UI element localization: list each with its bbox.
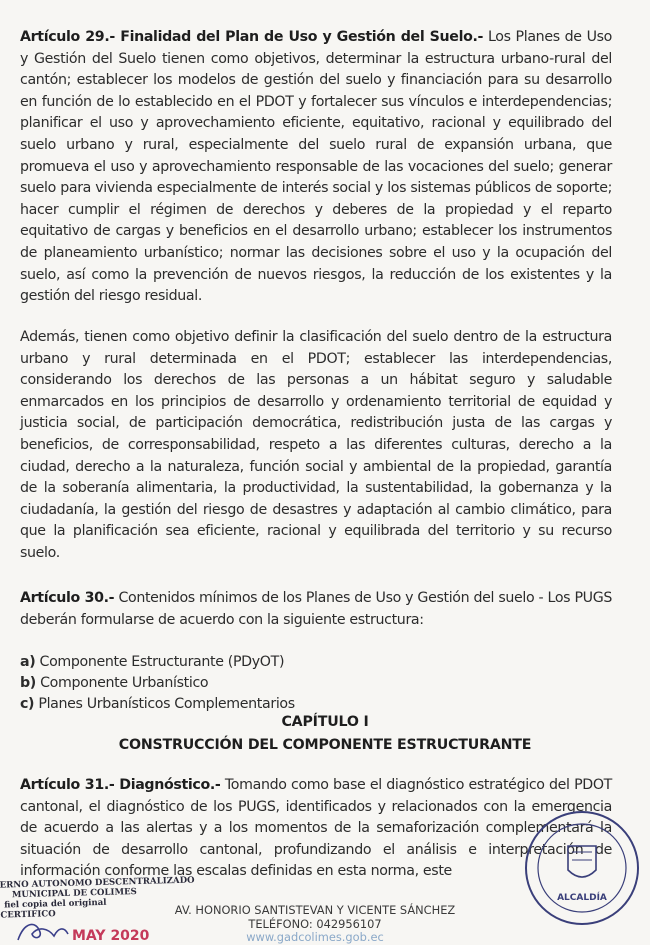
alcaldia-seal: [522, 808, 642, 928]
certification-stamp: ERNO AUTONOMO DESCENTRALIZADO MUNICIPAL DE COLIMES fiel copia del original CERTIFICO: [0, 875, 195, 921]
chapter-label: CAPÍTULO I: [281, 714, 369, 730]
article-30-paragraph: [20, 588, 612, 631]
footer-address: AV. HONORIO SANTISTEVAN Y VICENTE SÁNCHEZ: [174, 903, 456, 917]
article-29-body: Los Planes de Uso y Gestión del Suelo tienen como objetivos, determinar la estructura urbano-rural del cantón; establecer los modelos de gestión del suelo y financiación para su desarrollo en función de lo establecido en el PDOT y fortalecer sus vínculos e interdependencias; planificar el uso y aprovechamiento eficiente, equitativo, racional y equilibrado del suelo urbano y rural, especialmente del suelo rural de expansión urbana, que promueva el uso y aprovechamiento responsable de las vocaciones del suelo; generar suelo para vivienda especialmente de interés social y los sistemas públicos de soporte; hacer cumplir el régimen de derechos y deberes de la propiedad y el reparto equitativo de cargas y beneficios en el desarrollo urbano; establecer los instrumentos de planeamiento urbanístico; normar las decisiones sobre el uso y la ocupación del suelo, así como la prevención de nuevos riesgos, la reducción de los existentes y la gestión del riesgo residual.: [20, 29, 612, 305]
list-item: a) Componente Estructurante (PDyOT): [20, 654, 285, 670]
article-29-title: Artículo 29.- Finalidad del Plan de Uso y Gestión del Suelo.-: [20, 29, 484, 45]
list-item: c) Planes Urbanísticos Complementarios: [20, 696, 295, 712]
seal-label: ALCALDÍA: [557, 893, 607, 903]
article-31-body: Tomando como base el diagnóstico estratégico del PDOT cantonal, el diagnóstico de los PUGS, identificados y relacionados con la emergencia de acuerdo a las alertas y a los momentos de la semaforización complementará la situación de desarrollo cantonal, profundizando el análisis e interpretación de información conforme las escalas definidas en esta norma, este: [20, 777, 612, 880]
article-30-body: Contenidos mínimos de los Planes de Uso y Gestión del suelo - Los PUGS deberán formularse de acuerdo con la siguiente estructura:: [20, 590, 612, 628]
footer-website: www.gadcolimes.gob.ec: [246, 930, 384, 944]
stamp-date: MAY 2020: [72, 928, 150, 943]
list-item: b) Componente Urbanístico: [20, 675, 209, 691]
article-29-paragraph: [20, 27, 612, 308]
article-31-title: Artículo 31.- Diagnóstico.-: [20, 777, 221, 793]
chapter-title: CONSTRUCCIÓN DEL COMPONENTE ESTRUCTURANTE: [118, 737, 532, 753]
article-30-title: Artículo 30.-: [20, 590, 115, 606]
signature-image: [14, 918, 164, 943]
article-29-paragraph-2: Además, tienen como objetivo definir la clasificación del suelo dentro de la estructura urbano y rural determinada en el PDOT; establecer las interdependencias, considerando los derechos de las personas a un hábitat seguro y saludable enmarcados en los principios de desarrollo y ordenamiento territorial de equidad y justicia social, de participación democrática, redistribución justa de las cargas y beneficios, de corresponsabilidad, respeto a las diferentes culturas, derecho a la ciudad, derecho a la naturaleza, función social y ambiental de la propiedad, garantía de la soberanía alimentaria, la productividad, la sustentabilidad, la gobernanza y la ciudadanía, la gestión del riesgo de desastres y adaptación al cambio climático, para que la planificación sea eficiente, racional y equilibrada del territorio y su recurso suelo.: [20, 329, 612, 561]
coat-of-arms-icon: [568, 846, 596, 877]
footer-phone: TELÉFONO: 042956107: [248, 916, 382, 931]
structure-list: [20, 652, 612, 715]
